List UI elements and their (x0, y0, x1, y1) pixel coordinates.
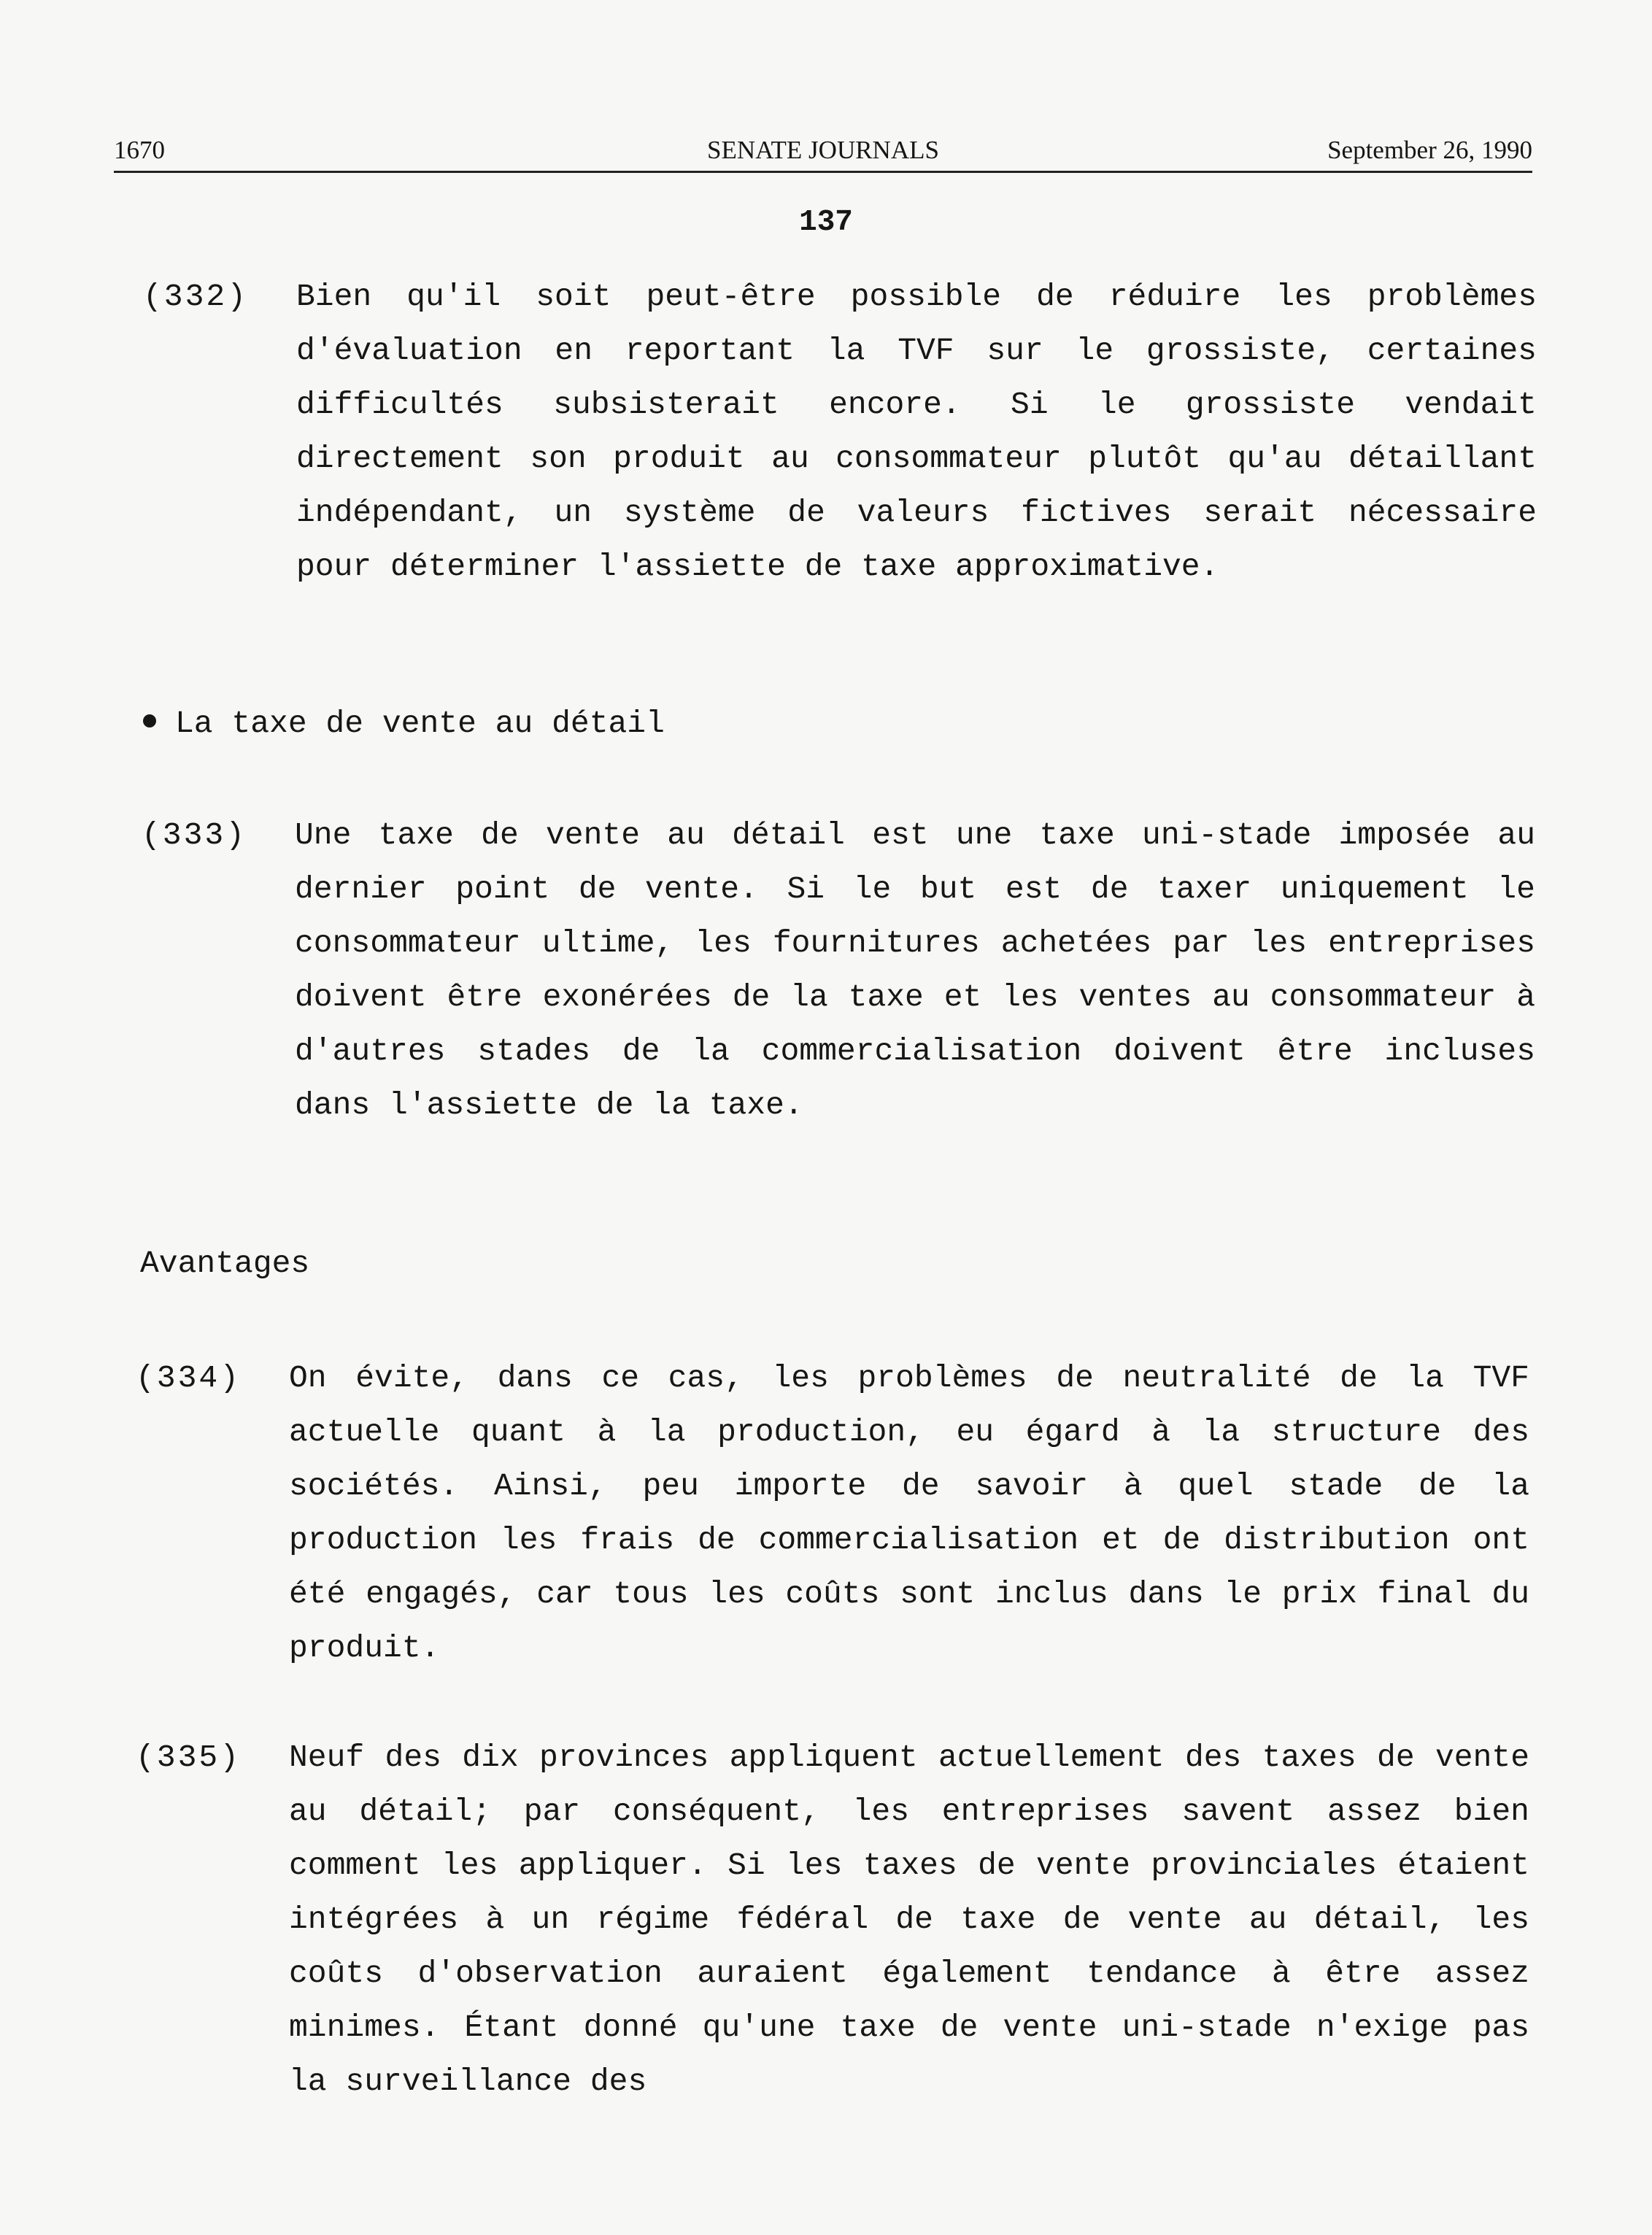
page-marker: 137 (799, 206, 853, 239)
paragraph-number: (334) (136, 1360, 242, 1396)
paragraph-text: Une taxe de vente au détail est une taxe uni-stade imposée au dernier point de vente. Si le but est de taxer uniquement le consommateur ultime, les fournitures achetées par les entreprises doivent être exonérées de la taxe et les ventes au consommateur à d'autres stades de la commercialisation doivent être incluses dans l'assiette de la taxe. (295, 817, 1535, 1123)
section-heading-advantages (140, 1242, 309, 1286)
bullet-icon (143, 714, 156, 727)
header-title: SENATE JOURNALS (707, 136, 939, 164)
paragraph-number: (332) (143, 279, 249, 314)
header-date: September 26, 1990 (1327, 136, 1532, 164)
heading-text: Avantages (140, 1246, 310, 1281)
paragraph-333 (142, 808, 1535, 1132)
paragraph-332 (143, 270, 1537, 594)
paragraph-text: Neuf des dix provinces appliquent actuellement des taxes de vente au détail; par conséquent, les entreprises savent assez bien comment les appliquer. Si les taxes de vente provinciales étaient intégrées à un régime fédéral de taxe de vente au détail, les coûts d'observation auraient également tendance à être assez minimes. Étant donné qu'une taxe de vente uni-stade n'exige pas la surveillance des (289, 1740, 1529, 2099)
header-page-number: 1670 (114, 136, 165, 164)
paragraph-335 (136, 1731, 1529, 2109)
paragraph-number: (333) (142, 817, 247, 853)
paragraph-334 (136, 1351, 1529, 1675)
heading-text: La taxe de vente au détail (175, 706, 665, 741)
paragraph-text: Bien qu'il soit peut-être possible de réduire les problèmes d'évaluation en reportant la TVF sur le grossiste, certaines difficultés subsisterait encore. Si le grossiste vendait directement son produit au consommateur plutôt qu'au détaillant indépendant, un système de valeurs fictives serait nécessaire pour déterminer l'assiette de taxe approximative. (296, 279, 1537, 584)
paragraph-number: (335) (136, 1740, 242, 1775)
section-heading-retail-tax (143, 702, 665, 746)
page-header (114, 134, 1532, 173)
paragraph-text: On évite, dans ce cas, les problèmes de neutralité de la TVF actuelle quant à la production, eu égard à la structure des sociétés. Ainsi, peu importe de savoir à quel stade de la production les frais de commercialisation et de distribution ont été engagés, car tous les coûts sont inclus dans le prix final du produit. (289, 1360, 1529, 1666)
